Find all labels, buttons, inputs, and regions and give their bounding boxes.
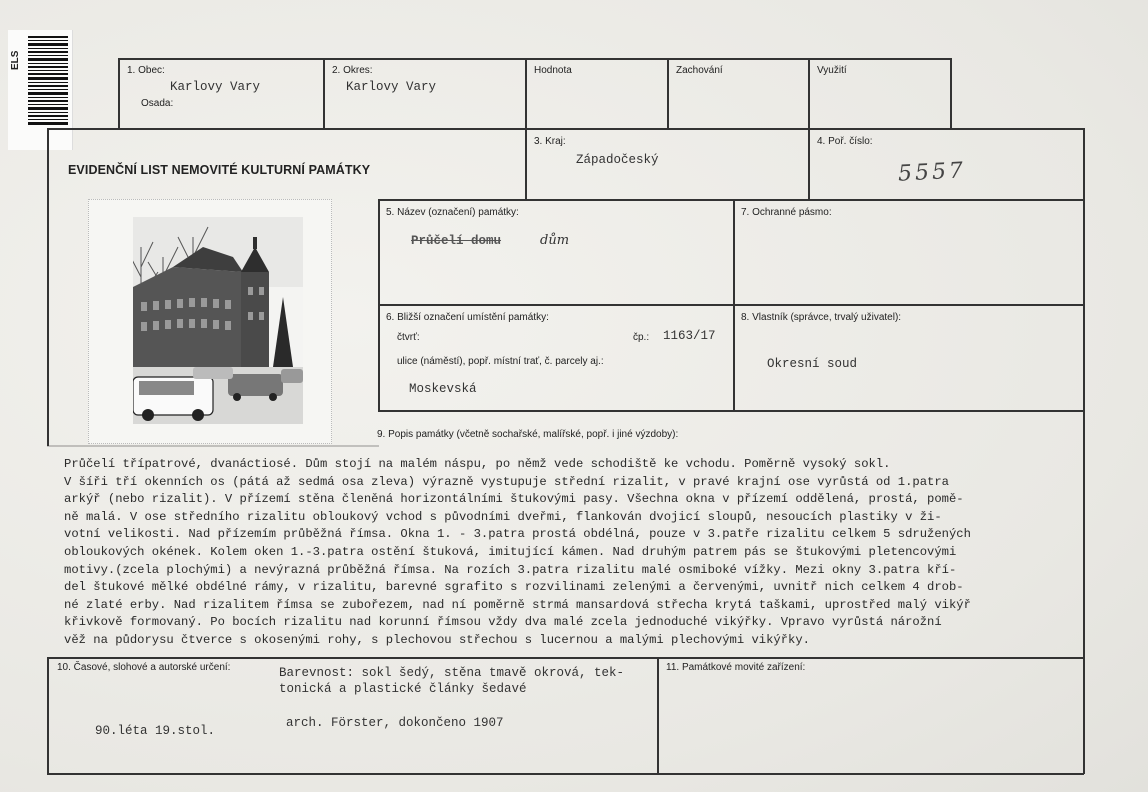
urceni-value-3: arch. Förster, dokončeno 1907: [286, 716, 504, 730]
form-title: EVIDENČNÍ LIST NEMOVITÉ KULTURNÍ PAMÁTKY: [68, 163, 371, 177]
okres-label: 2. Okres:: [332, 65, 373, 76]
por-cislo-label: 4. Poř. číslo:: [817, 136, 873, 147]
urceni-value-2: tonická a plastické články šedavé: [279, 682, 527, 696]
kraj-label: 3. Kraj:: [534, 136, 566, 147]
cp-label: čp.:: [633, 332, 650, 343]
ulice-label: ulice (náměstí), popř. místní trať, č. parcely aj.:: [397, 356, 604, 367]
barcode-sticker: [8, 30, 73, 150]
umisteni-label: 6. Bližší označení umístění památky:: [386, 312, 549, 323]
obec-value: Karlovy Vary: [170, 80, 261, 94]
barcode-icon: [28, 36, 68, 128]
vlastnik-value: Okresní soud: [767, 357, 858, 371]
popis-line: del štukové mělké obdélné rámy, v rizalitu, barevné sgrafito s rozvilinami zelenými a červenými, uvnitř nich celkem 4 drob-: [64, 580, 964, 595]
osada-label: Osada:: [141, 98, 174, 109]
popis-line: motivy.(zcela plochými) a nevýrazná průběžná římsa. Na rozích 3.patra rizalitu malé osmiboké vížky. Mezi okny 3.patra kří-: [64, 562, 957, 577]
urceni-value-1: Barevnost: sokl šedý, stěna tmavě okrová, tek-: [279, 666, 625, 680]
urceni-label: 10. Časové, slohové a autorské určení:: [57, 662, 231, 673]
movite-label: 11. Památkové movité zařízení:: [666, 662, 806, 673]
ulice-value: Moskevská: [409, 382, 477, 396]
popis-text: [64, 456, 1080, 650]
popis-line: votní velikosti. Nad přízemím průběžná římsa. Okna 1. - 3.patra prostá obdélná, pouze v 3.patře rizalitu celkem 5 sdružených: [64, 527, 971, 542]
popis-line: křivkově formovaný. Po bocích rizalitu nad korunní římsou vždy dva malé zcela jednoduché vikýřky. Vpravo vyrůstá nárožní: [64, 615, 942, 630]
zachovani-label: Zachování: [676, 65, 723, 76]
ochranne-pasmo-label: 7. Ochranné pásmo:: [741, 207, 832, 218]
popis-line: obloukových okének. Kolem oken 1.-3.patra ostění štuková, imitující kámen. Nad druhým patrem pás se štukovými pletencovými: [64, 544, 957, 559]
nazev-label: 5. Název (označení) památky:: [386, 207, 519, 218]
obec-label: 1. Obec:: [127, 65, 165, 76]
popis-line: věž na půdorysu čtverce s okosenými rohy, s plechovou střechou s lucernou a malými plechovými vikýřky.: [64, 632, 810, 647]
popis-line: ně malá. V ose středního rizalitu obloukový vchod s původními dveřmi, flankován dvojicí sloupů, nesoucích plastiky v ži-: [64, 509, 942, 524]
cp-value: 1163/17: [663, 329, 716, 343]
ctvrt-label: čtvrť:: [397, 332, 420, 343]
hodnota-label: Hodnota: [534, 65, 572, 76]
popis-line: Průčelí třípatrové, dvanáctiosé. Dům stojí na malém náspu, po němž vede schodiště ke vchodu. Poměrně vysoký sokl.: [64, 457, 891, 471]
popis-label: 9. Popis památky (včetně sochařské, malířské, popř. i jiné výzdoby):: [377, 429, 679, 440]
nazev-value-struck: Průčelí domu: [411, 234, 502, 248]
kraj-value: Západočeský: [576, 153, 659, 167]
vlastnik-label: 8. Vlastník (správce, trvalý uživatel):: [741, 312, 902, 323]
sticker-code: ELS: [10, 50, 21, 70]
popis-line: V šíři tří okenních os (pátá až sedmá osa zleva) výrazně vystupuje střední rizalit, v pravé krajní ose vyrůstá od 1.patra: [64, 474, 949, 489]
okres-value: Karlovy Vary: [346, 80, 437, 94]
building-photo: [133, 217, 303, 424]
por-cislo-value: 5557: [897, 158, 967, 187]
urceni-date: 90.léta 19.stol.: [95, 724, 216, 738]
nazev-value-handwritten: dům: [540, 233, 570, 248]
popis-line: né zlaté erby. Nad rizalitem římsa se zubořezem, nad ní poměrně strmá mansardová střecha krytá taškami, uprostřed malý vikýř: [64, 597, 971, 612]
vyuziti-label: Využití: [817, 65, 847, 76]
popis-line: arkýř (nebo rizalit). V přízemí stěna členěná horizontálními štukovými pasy. Všechna okna v přízemí oddělená, prostá, pomě-: [64, 492, 964, 507]
